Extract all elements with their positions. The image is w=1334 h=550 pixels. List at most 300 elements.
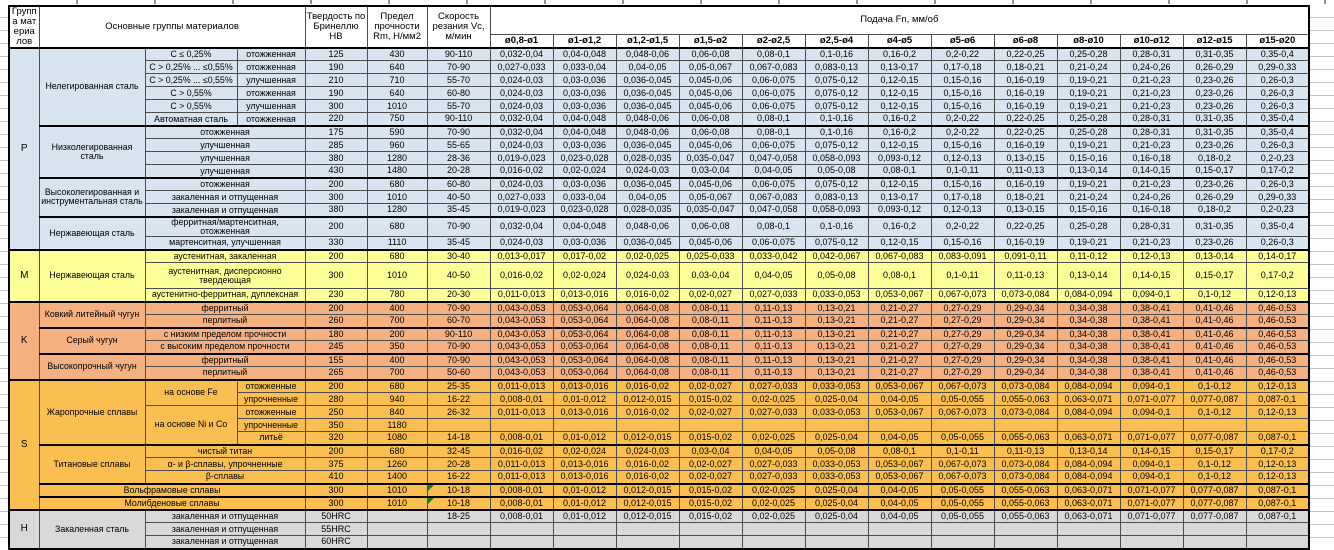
feed-cell[interactable]: 0,29-0,34 bbox=[994, 328, 1057, 341]
feed-cell[interactable] bbox=[1246, 419, 1309, 432]
feed-cell[interactable]: 0,087-0,1 bbox=[1246, 484, 1309, 497]
feed-cell[interactable]: 0,08-0,11 bbox=[679, 367, 742, 380]
vc-cell[interactable] bbox=[427, 419, 490, 432]
feed-cell[interactable]: 0,15-0,17 bbox=[1183, 445, 1246, 458]
material-label-cell[interactable]: упрочненные bbox=[237, 419, 305, 432]
feed-cell[interactable]: 0,032-0,04 bbox=[490, 126, 553, 139]
feed-cell[interactable]: 0,03-0,036 bbox=[553, 139, 616, 152]
vc-cell[interactable]: 20-28 bbox=[427, 458, 490, 471]
feed-cell[interactable] bbox=[679, 419, 742, 432]
feed-cell[interactable]: 0,21-0,23 bbox=[1120, 178, 1183, 191]
feed-cell[interactable]: 0,29-0,33 bbox=[1246, 61, 1309, 74]
feed-cell[interactable]: 0,055-0,063 bbox=[994, 484, 1057, 497]
material-label-cell[interactable]: закаленная и отпущенная bbox=[145, 191, 305, 204]
material-label-cell[interactable]: C > 0,25% ... ≤0,55% bbox=[145, 61, 237, 74]
feed-cell[interactable]: 0,41-0,46 bbox=[1183, 302, 1246, 315]
feed-cell[interactable]: 0,27-0,29 bbox=[931, 302, 994, 315]
header-diameter[interactable]: ø5-ø6 bbox=[931, 34, 994, 48]
feed-cell[interactable]: 0,29-0,34 bbox=[994, 367, 1057, 380]
feed-cell[interactable]: 0,24-0,26 bbox=[1120, 191, 1183, 204]
feed-cell[interactable]: 0,067-0,083 bbox=[742, 191, 805, 204]
feed-cell[interactable]: 0,16-0,19 bbox=[994, 178, 1057, 191]
feed-cell[interactable]: 0,055-0,063 bbox=[994, 432, 1057, 445]
feed-cell[interactable]: 0,16-0,19 bbox=[994, 100, 1057, 113]
feed-cell[interactable] bbox=[1183, 536, 1246, 549]
feed-cell[interactable] bbox=[868, 523, 931, 536]
feed-cell[interactable]: 0,02-0,024 bbox=[553, 445, 616, 458]
feed-cell[interactable]: 0,18-0,21 bbox=[994, 191, 1057, 204]
feed-cell[interactable]: 0,46-0,53 bbox=[1246, 328, 1309, 341]
feed-cell[interactable]: 0,46-0,53 bbox=[1246, 315, 1309, 328]
feed-cell[interactable]: 0,21-0,27 bbox=[868, 354, 931, 367]
vc-cell[interactable]: 60-70 bbox=[427, 315, 490, 328]
feed-cell[interactable]: 0,02-0,027 bbox=[679, 471, 742, 484]
material-label-cell[interactable]: отожженная bbox=[237, 61, 305, 74]
feed-cell[interactable]: 0,073-0,084 bbox=[994, 406, 1057, 419]
material-label-cell[interactable]: мартенситная, улучшенная bbox=[145, 237, 305, 250]
feed-cell[interactable]: 0,13-0,17 bbox=[868, 61, 931, 74]
feed-cell[interactable]: 0,08-0,11 bbox=[679, 328, 742, 341]
vc-cell[interactable]: 70-90 bbox=[427, 341, 490, 354]
feed-cell[interactable]: 0,41-0,46 bbox=[1183, 315, 1246, 328]
feed-cell[interactable] bbox=[805, 523, 868, 536]
feed-cell[interactable]: 0,053-0,067 bbox=[868, 471, 931, 484]
feed-cell[interactable]: 0,063-0,071 bbox=[1057, 432, 1120, 445]
feed-cell[interactable]: 0,08-0,11 bbox=[679, 315, 742, 328]
feed-cell[interactable] bbox=[1246, 523, 1309, 536]
feed-cell[interactable]: 0,055-0,063 bbox=[994, 497, 1057, 510]
feed-cell[interactable] bbox=[1246, 536, 1309, 549]
feed-cell[interactable]: 0,26-0,3 bbox=[1246, 237, 1309, 250]
feed-cell[interactable]: 0,08-0,11 bbox=[679, 341, 742, 354]
feed-cell[interactable]: 0,04-0,05 bbox=[868, 393, 931, 406]
feed-cell[interactable]: 0,12-0,15 bbox=[868, 178, 931, 191]
feed-cell[interactable]: 0,093-0,12 bbox=[868, 152, 931, 165]
feed-cell[interactable]: 0,03-0,04 bbox=[679, 165, 742, 178]
feed-cell[interactable]: 0,077-0,087 bbox=[1183, 484, 1246, 497]
feed-cell[interactable]: 0,008-0,01 bbox=[490, 510, 553, 523]
feed-cell[interactable]: 0,21-0,24 bbox=[1057, 61, 1120, 74]
feed-cell[interactable]: 0,28-0,31 bbox=[1120, 48, 1183, 61]
feed-cell[interactable]: 0,12-0,13 bbox=[1246, 406, 1309, 419]
feed-cell[interactable]: 0,094-0,1 bbox=[1120, 458, 1183, 471]
feed-cell[interactable]: 0,13-0,21 bbox=[805, 367, 868, 380]
feed-cell[interactable]: 0,024-0,03 bbox=[490, 74, 553, 87]
feed-cell[interactable]: 0,012-0,015 bbox=[616, 497, 679, 510]
feed-cell[interactable]: 0,02-0,027 bbox=[679, 380, 742, 393]
feed-cell[interactable] bbox=[742, 523, 805, 536]
feed-cell[interactable]: 0,25-0,28 bbox=[1057, 126, 1120, 139]
feed-cell[interactable]: 0,013-0,017 bbox=[490, 250, 553, 263]
feed-cell[interactable]: 0,091-0,11 bbox=[994, 250, 1057, 263]
feed-cell[interactable]: 0,41-0,46 bbox=[1183, 354, 1246, 367]
feed-cell[interactable]: 0,22-0,25 bbox=[994, 48, 1057, 61]
feed-cell[interactable]: 0,08-0,1 bbox=[742, 48, 805, 61]
hb-cell[interactable]: 380 bbox=[305, 152, 367, 165]
material-label-cell[interactable]: закаленная и отпущенная bbox=[145, 523, 305, 536]
feed-cell[interactable]: 0,024-0,03 bbox=[490, 178, 553, 191]
feed-cell[interactable]: 0,2-0,23 bbox=[1246, 152, 1309, 165]
rm-cell[interactable]: 700 bbox=[367, 315, 427, 328]
hb-cell[interactable]: 175 bbox=[305, 126, 367, 139]
feed-cell[interactable]: 0,11-0,12 bbox=[1057, 250, 1120, 263]
feed-cell[interactable]: 0,34-0,38 bbox=[1057, 315, 1120, 328]
feed-cell[interactable]: 0,06-0,08 bbox=[679, 48, 742, 61]
feed-cell[interactable]: 0,1-0,16 bbox=[805, 48, 868, 61]
hb-cell[interactable]: 200 bbox=[305, 178, 367, 191]
feed-cell[interactable]: 0,12-0,13 bbox=[1120, 250, 1183, 263]
feed-cell[interactable] bbox=[553, 523, 616, 536]
feed-cell[interactable]: 0,02-0,024 bbox=[553, 263, 616, 289]
feed-cell[interactable]: 0,1-0,11 bbox=[931, 445, 994, 458]
rm-cell[interactable]: 1260 bbox=[367, 458, 427, 471]
feed-cell[interactable]: 0,024-0,03 bbox=[490, 139, 553, 152]
feed-cell[interactable]: 0,26-0,3 bbox=[1246, 87, 1309, 100]
feed-cell[interactable]: 0,013-0,016 bbox=[553, 458, 616, 471]
feed-cell[interactable]: 0,024-0,03 bbox=[616, 165, 679, 178]
feed-cell[interactable]: 0,024-0,03 bbox=[616, 263, 679, 289]
hb-cell[interactable]: 300 bbox=[305, 497, 367, 510]
feed-cell[interactable]: 0,045-0,06 bbox=[679, 100, 742, 113]
feed-cell[interactable]: 0,04-0,05 bbox=[616, 61, 679, 74]
hb-cell[interactable]: 250 bbox=[305, 406, 367, 419]
feed-cell[interactable]: 0,053-0,064 bbox=[553, 341, 616, 354]
feed-cell[interactable]: 0,13-0,14 bbox=[1057, 445, 1120, 458]
feed-cell[interactable]: 0,016-0,02 bbox=[616, 289, 679, 302]
feed-cell[interactable]: 0,38-0,41 bbox=[1120, 302, 1183, 315]
feed-cell[interactable]: 0,11-0,13 bbox=[994, 165, 1057, 178]
feed-cell[interactable]: 0,02-0,027 bbox=[679, 458, 742, 471]
feed-cell[interactable]: 0,21-0,27 bbox=[868, 367, 931, 380]
feed-cell[interactable]: 0,016-0,02 bbox=[616, 406, 679, 419]
feed-cell[interactable]: 0,19-0,21 bbox=[1057, 237, 1120, 250]
feed-cell[interactable]: 0,047-0,058 bbox=[742, 204, 805, 217]
feed-cell[interactable]: 0,055-0,063 bbox=[994, 510, 1057, 523]
material-label-cell[interactable]: Нержавеющая сталь bbox=[39, 250, 145, 302]
rm-cell[interactable]: 640 bbox=[367, 61, 427, 74]
feed-cell[interactable]: 0,008-0,01 bbox=[490, 484, 553, 497]
hb-cell[interactable]: 300 bbox=[305, 191, 367, 204]
feed-cell[interactable]: 0,067-0,073 bbox=[931, 471, 994, 484]
material-label-cell[interactable]: Молибденовые сплавы bbox=[39, 497, 305, 510]
rm-cell[interactable]: 400 bbox=[367, 302, 427, 315]
vc-cell[interactable]: 60-80 bbox=[427, 87, 490, 100]
feed-cell[interactable] bbox=[1120, 419, 1183, 432]
feed-cell[interactable]: 0,15-0,16 bbox=[931, 74, 994, 87]
feed-cell[interactable]: 0,38-0,41 bbox=[1120, 328, 1183, 341]
rm-cell[interactable]: 710 bbox=[367, 74, 427, 87]
feed-cell[interactable]: 0,036-0,045 bbox=[616, 139, 679, 152]
feed-cell[interactable]: 0,08-0,1 bbox=[868, 263, 931, 289]
hb-cell[interactable]: 280 bbox=[305, 393, 367, 406]
feed-cell[interactable]: 0,21-0,27 bbox=[868, 315, 931, 328]
material-label-cell[interactable]: ферритная/мартенситная, отожженная bbox=[145, 217, 305, 237]
feed-cell[interactable] bbox=[1057, 536, 1120, 549]
feed-cell[interactable]: 0,46-0,53 bbox=[1246, 367, 1309, 380]
material-label-cell[interactable]: улучшенная bbox=[145, 152, 305, 165]
feed-cell[interactable]: 0,34-0,38 bbox=[1057, 354, 1120, 367]
feed-cell[interactable]: 0,033-0,04 bbox=[553, 61, 616, 74]
feed-cell[interactable]: 0,13-0,15 bbox=[994, 204, 1057, 217]
feed-cell[interactable]: 0,08-0,1 bbox=[742, 126, 805, 139]
hb-cell[interactable]: 220 bbox=[305, 113, 367, 126]
feed-cell[interactable]: 0,12-0,15 bbox=[868, 74, 931, 87]
material-label-cell[interactable]: перлитный bbox=[145, 315, 305, 328]
feed-cell[interactable]: 0,067-0,073 bbox=[931, 380, 994, 393]
hb-cell[interactable]: 200 bbox=[305, 380, 367, 393]
rm-cell[interactable]: 1010 bbox=[367, 497, 427, 510]
feed-cell[interactable]: 0,04-0,05 bbox=[742, 445, 805, 458]
feed-cell[interactable]: 0,033-0,053 bbox=[805, 471, 868, 484]
rm-cell[interactable]: 680 bbox=[367, 217, 427, 237]
feed-cell[interactable]: 0,02-0,025 bbox=[742, 484, 805, 497]
rm-cell[interactable]: 1110 bbox=[367, 237, 427, 250]
feed-cell[interactable]: 0,05-0,08 bbox=[805, 445, 868, 458]
feed-cell[interactable]: 0,008-0,01 bbox=[490, 432, 553, 445]
feed-cell[interactable]: 0,033-0,04 bbox=[553, 191, 616, 204]
feed-cell[interactable]: 0,21-0,23 bbox=[1120, 237, 1183, 250]
feed-cell[interactable]: 0,067-0,083 bbox=[742, 61, 805, 74]
feed-cell[interactable]: 0,083-0,091 bbox=[931, 250, 994, 263]
feed-cell[interactable]: 0,15-0,16 bbox=[931, 100, 994, 113]
vc-cell[interactable]: 40-50 bbox=[427, 263, 490, 289]
feed-cell[interactable]: 0,053-0,067 bbox=[868, 458, 931, 471]
feed-cell[interactable]: 0,03-0,036 bbox=[553, 74, 616, 87]
vc-cell[interactable]: 70-90 bbox=[427, 61, 490, 74]
feed-cell[interactable]: 0,04-0,05 bbox=[868, 484, 931, 497]
material-label-cell[interactable]: отожженная bbox=[145, 126, 305, 139]
feed-cell[interactable]: 0,08-0,1 bbox=[868, 165, 931, 178]
feed-cell[interactable]: 0,16-0,2 bbox=[868, 217, 931, 237]
header-diameter[interactable]: ø2-ø2,5 bbox=[742, 34, 805, 48]
feed-cell[interactable]: 0,18-0,21 bbox=[994, 61, 1057, 74]
rm-cell[interactable]: 1280 bbox=[367, 204, 427, 217]
feed-cell[interactable]: 0,027-0,033 bbox=[490, 191, 553, 204]
material-label-cell[interactable]: на основе Fe bbox=[145, 380, 237, 406]
feed-cell[interactable]: 0,06-0,075 bbox=[742, 237, 805, 250]
feed-cell[interactable]: 0,008-0,01 bbox=[490, 393, 553, 406]
feed-cell[interactable]: 0,015-0,02 bbox=[679, 510, 742, 523]
feed-cell[interactable]: 0,035-0,047 bbox=[679, 204, 742, 217]
feed-cell[interactable]: 0,043-0,053 bbox=[490, 328, 553, 341]
feed-cell[interactable]: 0,053-0,067 bbox=[868, 406, 931, 419]
feed-cell[interactable]: 0,025-0,033 bbox=[679, 250, 742, 263]
rm-cell[interactable] bbox=[367, 536, 427, 549]
feed-cell[interactable]: 0,25-0,28 bbox=[1057, 48, 1120, 61]
vc-cell[interactable]: 70-90 bbox=[427, 354, 490, 367]
feed-cell[interactable]: 0,073-0,084 bbox=[994, 289, 1057, 302]
hb-cell[interactable]: 300 bbox=[305, 484, 367, 497]
feed-cell[interactable]: 0,083-0,13 bbox=[805, 191, 868, 204]
rm-cell[interactable]: 350 bbox=[367, 341, 427, 354]
feed-cell[interactable]: 0,011-0,013 bbox=[490, 471, 553, 484]
feed-cell[interactable]: 0,03-0,036 bbox=[553, 87, 616, 100]
feed-cell[interactable]: 0,071-0,077 bbox=[1120, 484, 1183, 497]
feed-cell[interactable]: 0,011-0,013 bbox=[490, 289, 553, 302]
rm-cell[interactable]: 430 bbox=[367, 48, 427, 61]
feed-cell[interactable]: 0,13-0,15 bbox=[994, 152, 1057, 165]
feed-cell[interactable] bbox=[805, 536, 868, 549]
feed-cell[interactable]: 0,071-0,077 bbox=[1120, 497, 1183, 510]
feed-cell[interactable]: 0,41-0,46 bbox=[1183, 328, 1246, 341]
rm-cell[interactable]: 680 bbox=[367, 445, 427, 458]
feed-cell[interactable]: 0,016-0,02 bbox=[490, 445, 553, 458]
feed-cell[interactable]: 0,46-0,53 bbox=[1246, 354, 1309, 367]
hb-cell[interactable]: 50HRC bbox=[305, 510, 367, 523]
material-label-cell[interactable]: C > 0,55% bbox=[145, 87, 237, 100]
feed-cell[interactable]: 0,05-0,055 bbox=[931, 510, 994, 523]
material-label-cell[interactable]: Высоколегированная и инструментальная сталь bbox=[39, 178, 145, 217]
feed-cell[interactable]: 0,22-0,25 bbox=[994, 217, 1057, 237]
feed-cell[interactable]: 0,21-0,27 bbox=[868, 328, 931, 341]
feed-cell[interactable]: 0,02-0,027 bbox=[679, 406, 742, 419]
vc-cell[interactable]: 16-22 bbox=[427, 393, 490, 406]
feed-cell[interactable]: 0,075-0,12 bbox=[805, 74, 868, 87]
feed-cell[interactable]: 0,11-0,13 bbox=[994, 445, 1057, 458]
feed-cell[interactable]: 0,1-0,16 bbox=[805, 217, 868, 237]
hb-cell[interactable]: 200 bbox=[305, 217, 367, 237]
feed-cell[interactable]: 0,04-0,05 bbox=[868, 497, 931, 510]
material-label-cell[interactable]: отожженные bbox=[237, 406, 305, 419]
feed-cell[interactable]: 0,094-0,1 bbox=[1120, 380, 1183, 393]
feed-cell[interactable]: 0,017-0,02 bbox=[553, 250, 616, 263]
feed-cell[interactable]: 0,071-0,077 bbox=[1120, 432, 1183, 445]
feed-cell[interactable]: 0,27-0,29 bbox=[931, 328, 994, 341]
feed-cell[interactable]: 0,033-0,053 bbox=[805, 406, 868, 419]
feed-cell[interactable]: 0,03-0,04 bbox=[679, 263, 742, 289]
feed-cell[interactable]: 0,19-0,21 bbox=[1057, 139, 1120, 152]
feed-cell[interactable]: 0,025-0,04 bbox=[805, 510, 868, 523]
rm-cell[interactable]: 400 bbox=[367, 354, 427, 367]
feed-cell[interactable]: 0,2-0,22 bbox=[931, 217, 994, 237]
feed-cell[interactable] bbox=[931, 536, 994, 549]
feed-cell[interactable]: 0,036-0,045 bbox=[616, 100, 679, 113]
feed-cell[interactable]: 0,084-0,094 bbox=[1057, 458, 1120, 471]
feed-cell[interactable]: 0,13-0,21 bbox=[805, 328, 868, 341]
feed-cell[interactable]: 0,063-0,071 bbox=[1057, 510, 1120, 523]
feed-cell[interactable]: 0,058-0,093 bbox=[805, 204, 868, 217]
feed-cell[interactable]: 0,06-0,075 bbox=[742, 100, 805, 113]
feed-cell[interactable]: 0,02-0,025 bbox=[742, 393, 805, 406]
feed-cell[interactable]: 0,11-0,13 bbox=[742, 341, 805, 354]
feed-cell[interactable]: 0,033-0,053 bbox=[805, 380, 868, 393]
feed-cell[interactable]: 0,045-0,06 bbox=[679, 139, 742, 152]
feed-cell[interactable]: 0,1-0,11 bbox=[931, 263, 994, 289]
feed-cell[interactable]: 0,067-0,083 bbox=[868, 250, 931, 263]
feed-cell[interactable]: 0,043-0,053 bbox=[490, 315, 553, 328]
rm-cell[interactable]: 780 bbox=[367, 289, 427, 302]
rm-cell[interactable]: 1010 bbox=[367, 263, 427, 289]
feed-cell[interactable]: 0,067-0,073 bbox=[931, 458, 994, 471]
feed-cell[interactable]: 0,18-0,2 bbox=[1183, 204, 1246, 217]
feed-cell[interactable]: 0,06-0,08 bbox=[679, 217, 742, 237]
rm-cell[interactable]: 1480 bbox=[367, 165, 427, 178]
feed-cell[interactable]: 0,08-0,1 bbox=[742, 113, 805, 126]
feed-cell[interactable]: 0,38-0,41 bbox=[1120, 315, 1183, 328]
feed-cell[interactable]: 0,053-0,064 bbox=[553, 367, 616, 380]
material-label-cell[interactable]: улучшенная bbox=[237, 74, 305, 87]
feed-cell[interactable]: 0,024-0,03 bbox=[616, 445, 679, 458]
feed-cell[interactable]: 0,048-0,06 bbox=[616, 126, 679, 139]
feed-cell[interactable]: 0,016-0,02 bbox=[616, 380, 679, 393]
feed-cell[interactable]: 0,05-0,055 bbox=[931, 432, 994, 445]
feed-cell[interactable]: 0,12-0,15 bbox=[868, 237, 931, 250]
feed-cell[interactable]: 0,17-0,2 bbox=[1246, 263, 1309, 289]
feed-cell[interactable]: 0,23-0,26 bbox=[1183, 87, 1246, 100]
feed-cell[interactable]: 0,27-0,29 bbox=[931, 341, 994, 354]
hb-cell[interactable]: 180 bbox=[305, 328, 367, 341]
feed-cell[interactable]: 0,26-0,29 bbox=[1183, 61, 1246, 74]
feed-cell[interactable]: 0,071-0,077 bbox=[1120, 393, 1183, 406]
feed-cell[interactable]: 0,16-0,18 bbox=[1120, 204, 1183, 217]
feed-cell[interactable]: 0,18-0,2 bbox=[1183, 152, 1246, 165]
hb-cell[interactable]: 430 bbox=[305, 165, 367, 178]
feed-cell[interactable]: 0,19-0,21 bbox=[1057, 87, 1120, 100]
feed-cell[interactable]: 0,013-0,016 bbox=[553, 406, 616, 419]
hb-cell[interactable]: 200 bbox=[305, 302, 367, 315]
feed-cell[interactable]: 0,077-0,087 bbox=[1183, 510, 1246, 523]
feed-cell[interactable]: 0,1-0,12 bbox=[1183, 406, 1246, 419]
feed-cell[interactable]: 0,08-0,11 bbox=[679, 302, 742, 315]
feed-cell[interactable]: 0,41-0,46 bbox=[1183, 341, 1246, 354]
feed-cell[interactable] bbox=[994, 419, 1057, 432]
feed-cell[interactable]: 0,02-0,025 bbox=[742, 432, 805, 445]
feed-cell[interactable]: 0,05-0,067 bbox=[679, 191, 742, 204]
feed-cell[interactable]: 0,11-0,13 bbox=[994, 263, 1057, 289]
feed-cell[interactable]: 0,12-0,13 bbox=[1246, 380, 1309, 393]
feed-cell[interactable]: 0,27-0,29 bbox=[931, 354, 994, 367]
rm-cell[interactable]: 680 bbox=[367, 380, 427, 393]
rm-cell[interactable]: 1080 bbox=[367, 432, 427, 445]
feed-cell[interactable] bbox=[1057, 523, 1120, 536]
feed-cell[interactable]: 0,01-0,012 bbox=[553, 432, 616, 445]
feed-cell[interactable]: 0,06-0,075 bbox=[742, 178, 805, 191]
feed-cell[interactable]: 0,048-0,06 bbox=[616, 113, 679, 126]
feed-cell[interactable]: 0,15-0,17 bbox=[1183, 165, 1246, 178]
material-label-cell[interactable]: C ≤ 0,25% bbox=[145, 48, 237, 61]
feed-cell[interactable]: 0,13-0,21 bbox=[805, 315, 868, 328]
rm-cell[interactable]: 1180 bbox=[367, 419, 427, 432]
feed-cell[interactable]: 0,025-0,04 bbox=[805, 393, 868, 406]
feed-cell[interactable]: 0,29-0,34 bbox=[994, 315, 1057, 328]
feed-cell[interactable]: 0,21-0,23 bbox=[1120, 74, 1183, 87]
material-label-cell[interactable]: чистый титан bbox=[145, 445, 305, 458]
feed-cell[interactable]: 0,46-0,53 bbox=[1246, 302, 1309, 315]
feed-cell[interactable]: 0,11-0,13 bbox=[742, 354, 805, 367]
feed-cell[interactable]: 0,38-0,41 bbox=[1120, 341, 1183, 354]
feed-cell[interactable]: 0,027-0,033 bbox=[742, 380, 805, 393]
header-main-material-groups[interactable]: Основные группы материалов bbox=[39, 6, 305, 48]
feed-cell[interactable]: 0,028-0,035 bbox=[616, 152, 679, 165]
feed-cell[interactable]: 0,033-0,042 bbox=[742, 250, 805, 263]
feed-cell[interactable]: 0,045-0,06 bbox=[679, 87, 742, 100]
hb-cell[interactable]: 200 bbox=[305, 445, 367, 458]
feed-cell[interactable]: 0,14-0,15 bbox=[1120, 445, 1183, 458]
feed-cell[interactable]: 0,04-0,05 bbox=[742, 165, 805, 178]
feed-cell[interactable]: 0,011-0,013 bbox=[490, 380, 553, 393]
feed-cell[interactable]: 0,045-0,06 bbox=[679, 74, 742, 87]
vc-cell[interactable]: 90-110 bbox=[427, 48, 490, 61]
feed-cell[interactable]: 0,032-0,04 bbox=[490, 217, 553, 237]
hb-cell[interactable]: 200 bbox=[305, 250, 367, 263]
feed-cell[interactable]: 0,29-0,33 bbox=[1246, 191, 1309, 204]
rm-cell[interactable]: 750 bbox=[367, 113, 427, 126]
header-diameter[interactable]: ø10-ø12 bbox=[1120, 34, 1183, 48]
feed-cell[interactable]: 0,23-0,26 bbox=[1183, 139, 1246, 152]
feed-cell[interactable]: 0,04-0,048 bbox=[553, 48, 616, 61]
feed-cell[interactable]: 0,063-0,071 bbox=[1057, 393, 1120, 406]
feed-cell[interactable]: 0,02-0,027 bbox=[679, 289, 742, 302]
